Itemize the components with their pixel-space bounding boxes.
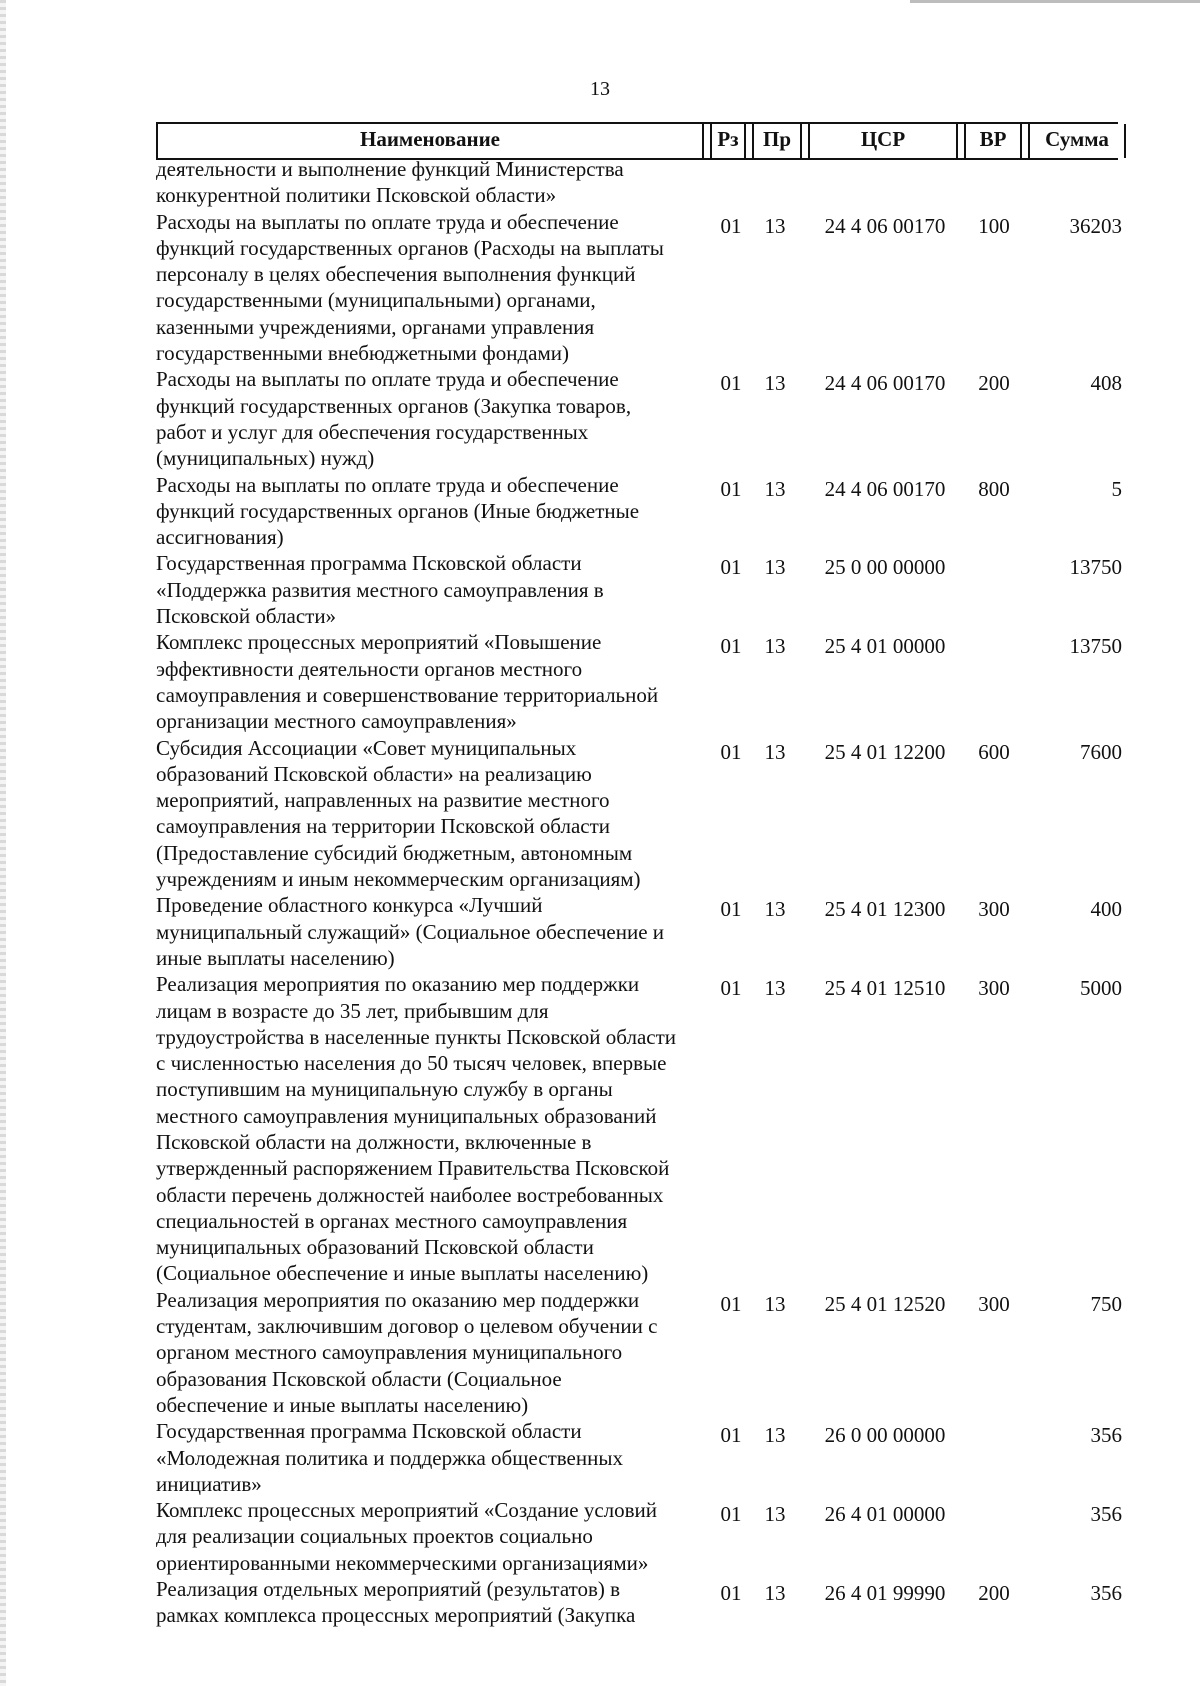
- cell-sum: 356: [1090, 1423, 1122, 1448]
- cell-name: Расходы на выплаты по оплате труда и обеспечение функций государственных органов (Закупка товаров, работ и услуг для обеспечения государственных (муниципальных) нужд): [156, 367, 632, 471]
- table-row: [156, 366, 1122, 471]
- cell-pr: 13: [764, 1423, 786, 1448]
- cell-rz: 01: [720, 634, 742, 659]
- cell-pr: 13: [764, 213, 786, 238]
- table-row: [156, 156, 1122, 209]
- cell-sum: 408: [1090, 371, 1122, 396]
- cell-csr: 25 4 01 00000: [824, 634, 946, 659]
- cell-name: деятельности и выполнение функций Министерства конкурентной политики Псковской области»: [156, 157, 624, 208]
- table-row: [156, 1497, 1122, 1576]
- header-csr: ЦСР: [808, 124, 958, 158]
- cell-vr: 100: [978, 213, 1010, 238]
- table-row: [156, 971, 1122, 1287]
- page-number: 13: [590, 78, 610, 100]
- cell-sum: 13750: [1069, 555, 1122, 580]
- cell-csr: [796, 156, 966, 209]
- cell-csr: 26 4 01 00000: [824, 1502, 946, 1527]
- cell-csr: 24 4 06 00170: [824, 476, 946, 501]
- cell-rz: 01: [720, 1291, 742, 1316]
- cell-pr: 13: [764, 897, 786, 922]
- cell-vr: [966, 1497, 1022, 1576]
- cell-csr: 25 4 01 12200: [824, 739, 946, 764]
- cell-vr: 200: [978, 1581, 1010, 1606]
- header-vr: ВР: [964, 124, 1022, 158]
- cell-rz: 01: [720, 897, 742, 922]
- scan-edge-left: [0, 0, 6, 1686]
- cell-vr: 300: [978, 976, 1010, 1001]
- cell-rz: 01: [720, 739, 742, 764]
- cell-name: Государственная программа Псковской области «Поддержка развития местного самоуправления в Псковской области»: [156, 551, 604, 629]
- cell-pr: 13: [764, 1581, 786, 1606]
- cell-sum: 7600: [1080, 739, 1122, 764]
- cell-csr: 24 4 06 00170: [824, 371, 946, 396]
- cell-rz: 01: [720, 1502, 742, 1527]
- header-rz: Рз: [710, 124, 746, 158]
- cell-rz: 01: [720, 1423, 742, 1448]
- cell-rz: 01: [720, 371, 742, 396]
- table-row: [156, 1418, 1122, 1497]
- table-row: [156, 629, 1122, 734]
- table-row: [156, 550, 1122, 629]
- cell-pr: 13: [764, 555, 786, 580]
- cell-pr: [754, 156, 796, 209]
- cell-pr: 13: [764, 739, 786, 764]
- cell-vr: 300: [978, 897, 1010, 922]
- cell-pr: 13: [764, 476, 786, 501]
- table-row: [156, 1287, 1122, 1418]
- cell-csr: 25 4 01 12300: [824, 897, 946, 922]
- cell-name: Проведение областного конкурса «Лучший муниципальный служащий» (Социальное обеспечение и иные выплаты населению): [156, 893, 665, 970]
- cell-vr: [966, 1418, 1022, 1497]
- header-sum: Сумма: [1028, 124, 1126, 158]
- cell-rz: 01: [720, 476, 742, 501]
- cell-name: Комплекс процессных мероприятий «Создание условий для реализации социальных проектов социально ориентированными некоммерческими организациями»: [156, 1498, 658, 1575]
- cell-vr: 600: [978, 739, 1010, 764]
- cell-vr: 200: [978, 371, 1010, 396]
- table-row: [156, 472, 1122, 551]
- cell-pr: 13: [764, 634, 786, 659]
- cell-rz: [708, 156, 754, 209]
- cell-pr: 13: [764, 1502, 786, 1527]
- cell-vr: [966, 156, 1022, 209]
- cell-name: Расходы на выплаты по оплате труда и обеспечение функций государственных органов (Иные бюджетные ассигнования): [156, 472, 640, 550]
- cell-rz: 01: [720, 213, 742, 238]
- cell-name: Комплекс процессных мероприятий «Повышение эффективности деятельности органов местного самоуправления и совершенствование территориальной организации местного самоуправления»: [156, 630, 659, 734]
- cell-vr: [966, 550, 1022, 629]
- cell-sum: 5: [1111, 476, 1122, 501]
- cell-sum: [1022, 156, 1122, 209]
- cell-rz: 01: [720, 555, 742, 580]
- table-row: [156, 892, 1122, 971]
- cell-pr: 13: [764, 976, 786, 1001]
- cell-sum: 356: [1090, 1581, 1122, 1606]
- cell-csr: 26 0 00 00000: [824, 1423, 946, 1448]
- cell-pr: 13: [764, 1291, 786, 1316]
- header-pr: Пр: [752, 124, 802, 158]
- cell-name: Реализация отдельных мероприятий (результатов) в рамках комплекса процессных мероприятий (Закупка: [156, 1577, 636, 1628]
- cell-vr: 300: [978, 1291, 1010, 1316]
- cell-name: Субсидия Ассоциации «Совет муниципальных образований Псковской области» на реализацию мероприятий, направленных на развитие местного самоуправления на территории Псковской области (Предоставление субсидий бюджетным, автономным учреждениям и иным некоммерческим организациям): [156, 735, 641, 892]
- table-header: [156, 122, 1118, 160]
- cell-name: Государственная программа Псковской области «Молодежная политика и поддержка общественных инициатив»: [156, 1419, 623, 1496]
- cell-name: Реализация мероприятия по оказанию мер поддержки студентам, заключившим договор о целевом обучении с органом местного самоуправления муниципального образования Псковской области (Социальное обеспечение и иные выплаты населению): [156, 1287, 658, 1417]
- cell-csr: 25 4 01 12520: [824, 1291, 946, 1316]
- table-row: [156, 209, 1122, 367]
- table-row: [156, 1576, 1122, 1629]
- cell-name: Реализация мероприятия по оказанию мер поддержки лицам в возрасте до 35 лет, прибывшим для трудоустройства в населенные пункты Псковской области с численностью населения до 50 тысяч человек, впервые поступившим на муниципальную службу в органы местного самоуправления муниципальных образований Псковской области на должности, включенные в утвержденный распоряжением Правительства Псковской области перечень должностей наиболее востребованных специальностей в органах местного самоуправления муниципальных образований Псковской области (Социальное обеспечение и иные выплаты населению): [156, 972, 676, 1286]
- cell-vr: 800: [978, 476, 1010, 501]
- cell-vr: [966, 629, 1022, 734]
- cell-sum: 356: [1090, 1502, 1122, 1527]
- scan-edge-top: [910, 0, 1200, 3]
- cell-csr: 24 4 06 00170: [824, 213, 946, 238]
- header-name: Наименование: [156, 124, 704, 158]
- cell-sum: 400: [1090, 897, 1122, 922]
- cell-sum: 5000: [1080, 976, 1122, 1001]
- cell-sum: 750: [1090, 1291, 1122, 1316]
- cell-rz: 01: [720, 1581, 742, 1606]
- cell-csr: 25 4 01 12510: [824, 976, 946, 1001]
- cell-pr: 13: [764, 371, 786, 396]
- table-body: [156, 156, 1122, 1629]
- cell-sum: 36203: [1069, 213, 1122, 238]
- cell-name: Расходы на выплаты по оплате труда и обеспечение функций государственных органов (Расходы на выплаты персоналу в целях обеспечения выполнения функций государственными (муниципальными) органами, казенными учреждениями, органами управления государственными внебюджетными фондами): [156, 209, 664, 366]
- table-row: [156, 735, 1122, 893]
- cell-rz: 01: [720, 976, 742, 1001]
- cell-csr: 25 0 00 00000: [824, 555, 946, 580]
- cell-sum: 13750: [1069, 634, 1122, 659]
- cell-csr: 26 4 01 99990: [824, 1581, 946, 1606]
